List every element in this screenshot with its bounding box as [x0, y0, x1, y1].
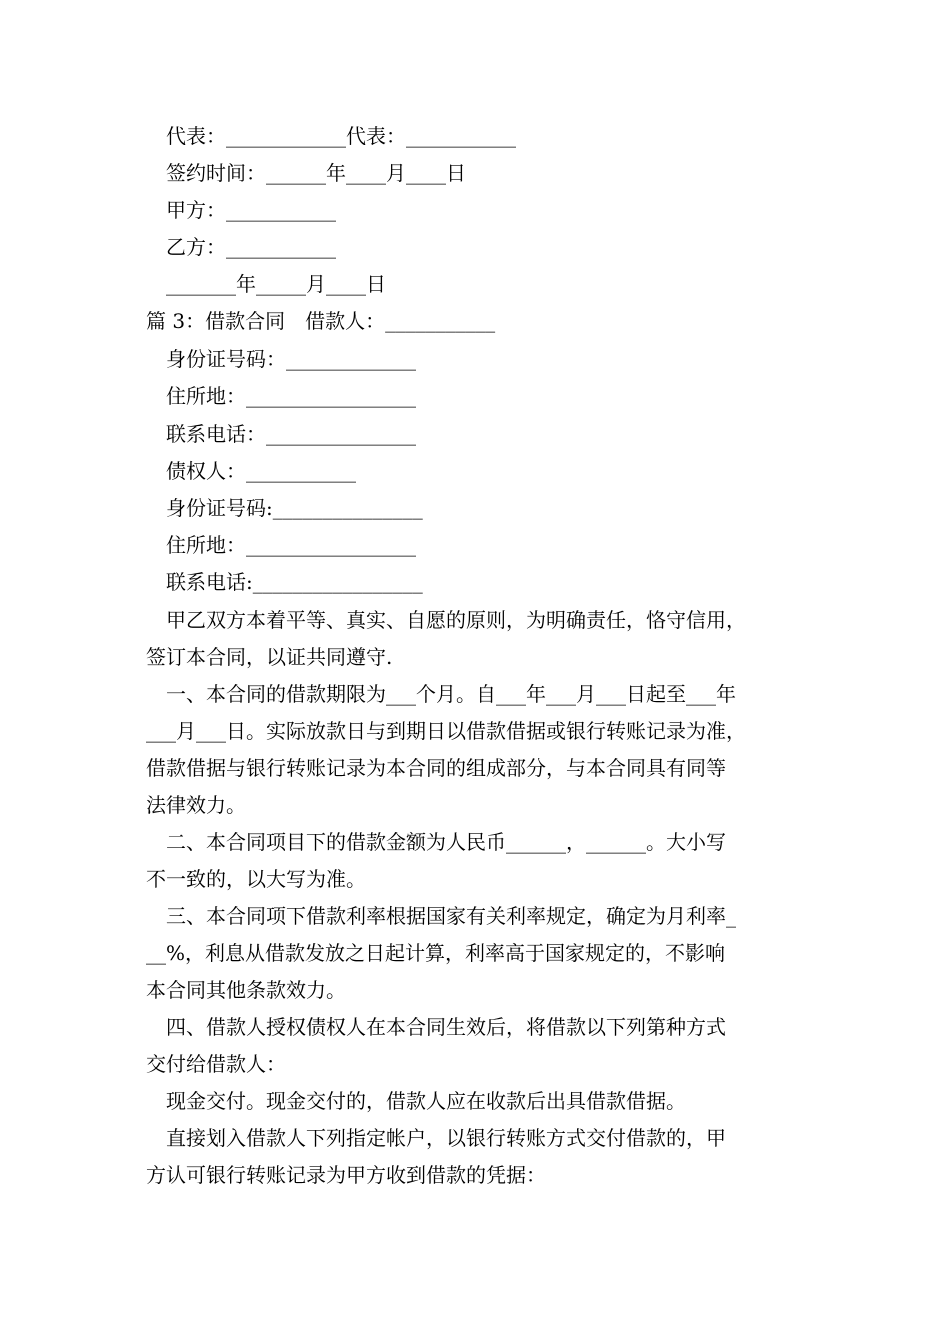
article-heading: 篇 3：借款合同 借款人：___________ [146, 309, 496, 333]
clause-1-paragraph [146, 682, 811, 830]
clause-3-paragraph [146, 904, 811, 1015]
paragraph-line: 签订本合同，以证共同遵守. [146, 645, 393, 669]
paragraph-line: 方认可银行转账记录为甲方收到借款的凭据： [146, 1163, 546, 1187]
creditor-phone-line: 联系电话:_________________ [166, 570, 423, 594]
party-b-line: 乙方：___________ [166, 235, 336, 259]
paragraph-line: 甲乙双方本着平等、真实、自愿的原则，为明确责任，恪守信用， [146, 608, 746, 632]
clause-2-paragraph [146, 830, 811, 904]
creditor-line: 债权人：___________ [166, 459, 356, 483]
paragraph-line: 二、本合同项目下的借款金额为人民币______，______。大小写 [146, 830, 726, 854]
paragraph-line: __%，利息从借款发放之日起计算，利率高于国家规定的，不影响 [146, 941, 726, 965]
representative-line: 代表：____________代表：___________ [166, 124, 516, 148]
paragraph-line: 借款借据与银行转账记录为本合同的组成部分，与本合同具有同等 [146, 756, 726, 780]
paragraph-line: 不一致的，以大写为准。 [146, 867, 366, 891]
borrower-id-line: 身份证号码：_____________ [166, 347, 416, 371]
party-a-line: 甲方：___________ [166, 198, 336, 222]
clause-4-paragraph [146, 1015, 811, 1089]
creditor-id-line: 身份证号码:_______________ [166, 496, 423, 520]
paragraph-line: 四、借款人授权债权人在本合同生效后，将借款以下列第种方式 [146, 1015, 726, 1039]
cash-option-paragraph [146, 1089, 811, 1126]
paragraph-line: 一、本合同的借款期限为___个月。自___年___月___日起至___年 [146, 682, 736, 706]
intro-paragraph [146, 608, 811, 682]
signing-date-line: 签约时间：______年____月____日 [166, 161, 466, 185]
transfer-option-paragraph [146, 1126, 811, 1200]
paragraph-line: 现金交付。现金交付的，借款人应在收款后出具借款借据。 [146, 1089, 686, 1113]
borrower-address-line: 住所地：_________________ [166, 384, 416, 408]
paragraph-line: 直接划入借款人下列指定帐户，以银行转账方式交付借款的，甲 [146, 1126, 726, 1150]
date-line: _______年_____月____日 [166, 272, 386, 296]
paragraph-line: 三、本合同项下借款利率根据国家有关利率规定，确定为月利率_ [146, 904, 736, 928]
paragraph-line: 法律效力。 [146, 793, 246, 817]
paragraph-line: ___月___日。实际放款日与到期日以借款借据或银行转账记录为准， [146, 719, 746, 743]
borrower-phone-line: 联系电话：_______________ [166, 422, 416, 446]
paragraph-line: 本合同其他条款效力。 [146, 978, 346, 1002]
paragraph-line: 交付给借款人： [146, 1052, 286, 1076]
creditor-address-line: 住所地：_________________ [166, 533, 416, 557]
